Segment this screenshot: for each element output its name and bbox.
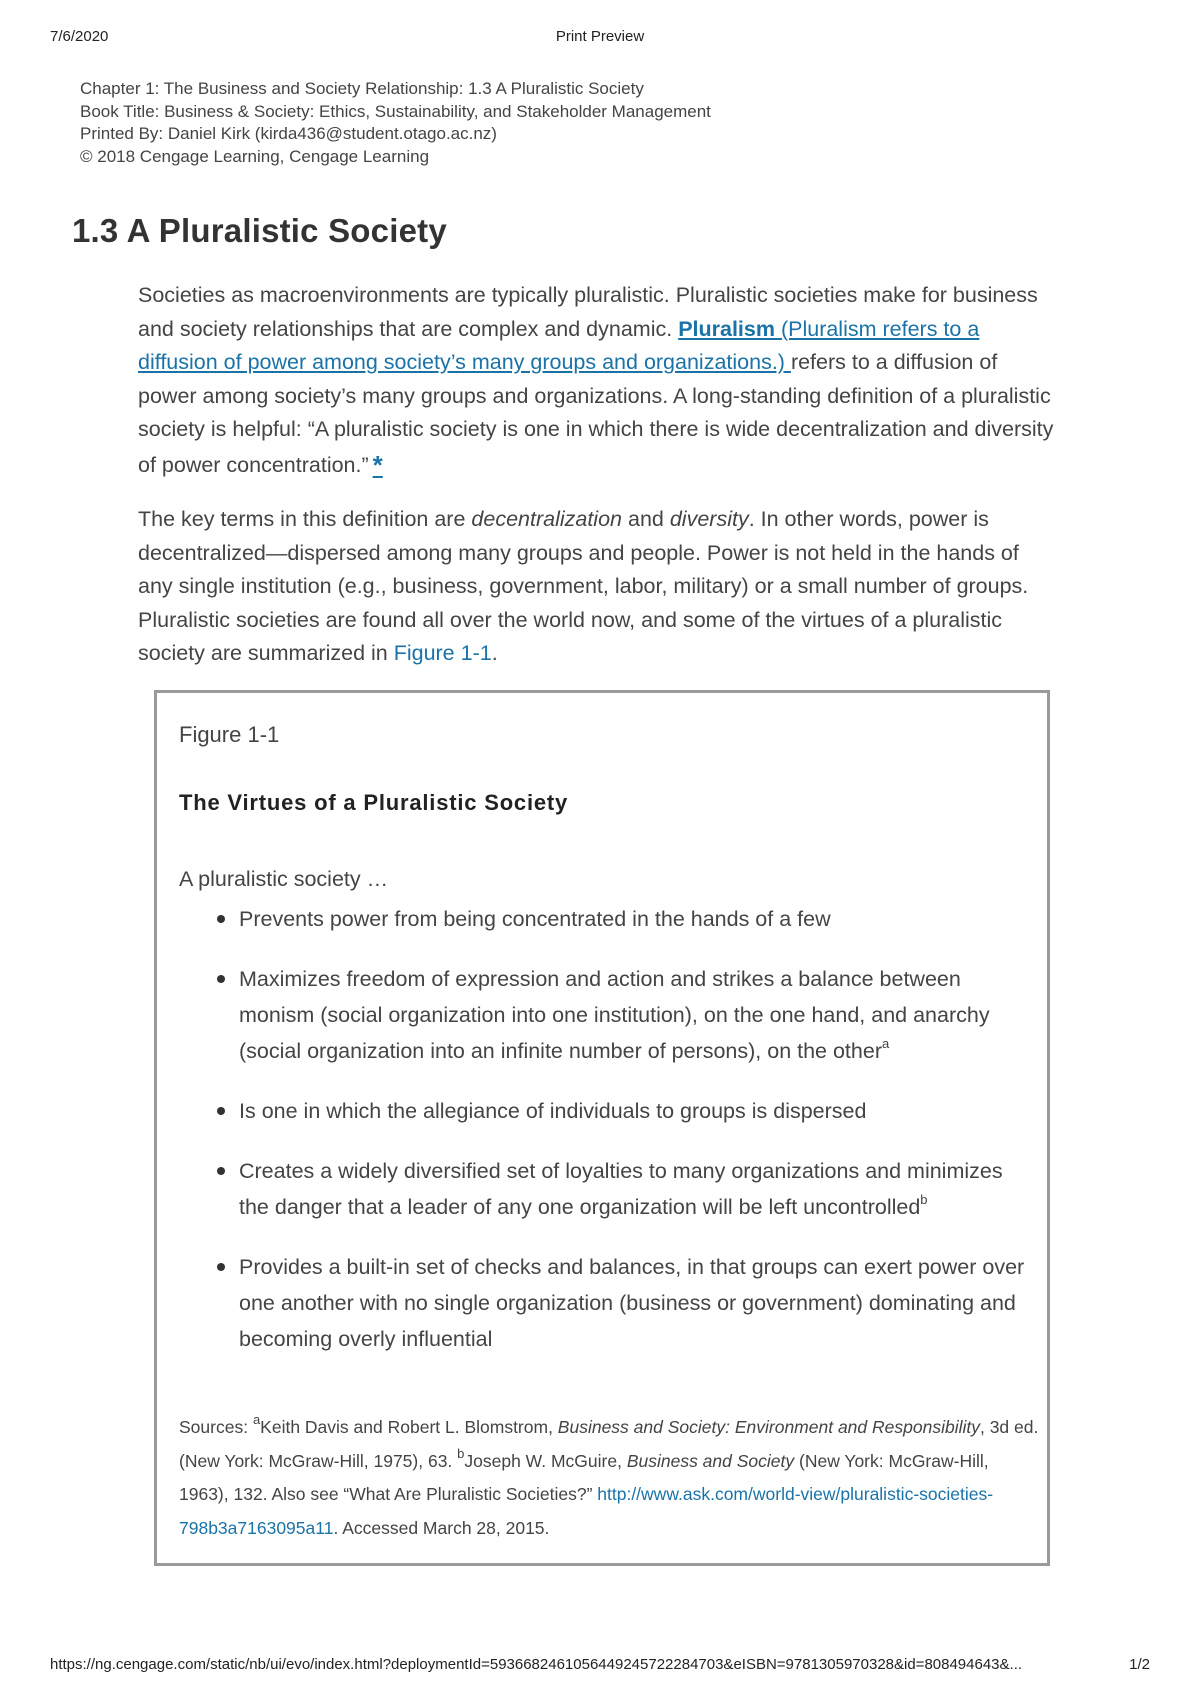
page-number: 1/2: [1129, 1656, 1150, 1673]
list-item-text: Is one in which the allegiance of individuals to groups is dispersed: [239, 1099, 867, 1123]
figure-box: [154, 690, 1050, 1566]
figure-label: Figure 1-1: [179, 722, 280, 747]
print-header: [50, 28, 1150, 50]
figure-intro: A pluralistic society …: [179, 867, 389, 891]
list-item: [217, 1093, 1027, 1129]
print-date: 7/6/2020: [50, 28, 109, 45]
paragraph2-text-d: .: [491, 641, 498, 665]
document-meta: [80, 78, 711, 168]
source-a-authors: Keith Davis and Robert L. Blomstrom,: [260, 1417, 558, 1437]
paragraph-key-terms: [138, 503, 1058, 671]
paragraph2-em-diversity: diversity: [669, 507, 749, 531]
list-item-text: Prevents power from being concentrated in the hands of a few: [239, 907, 831, 931]
paragraph1-text-a: Societies as macroenvironments are typically pluralistic. Pluralistic societies make for business and society relationships that are complex and dynamic.: [138, 283, 1038, 341]
bullet-icon: [217, 975, 225, 983]
bullet-icon: [217, 1107, 225, 1115]
list-item: [217, 961, 1027, 1069]
bullet-icon: [217, 1263, 225, 1271]
glossary-term-pluralism[interactable]: Pluralism: [678, 316, 775, 341]
figure-1-1-link[interactable]: Figure 1-1: [393, 641, 492, 665]
sources-prefix: Sources:: [179, 1417, 253, 1437]
source-b-title: Business and Society: [626, 1450, 795, 1471]
footnote-sup-a: a: [881, 1035, 890, 1051]
paragraph2-text-a: The key terms in this definition are: [138, 507, 472, 531]
paragraph2-text-b: and: [622, 507, 670, 531]
bullet-icon: [217, 1167, 225, 1175]
list-item: [217, 1153, 1027, 1225]
page-title: 1.3 A Pluralistic Society: [72, 212, 447, 249]
paragraph2-text-c: . In other words, power is decentralized—dispersed among many groups and people. Power is not held in the hands of any single institution (e.g., business, government, labor, military) or a small number of groups. Pluralistic societies are found all over the world now, and some of the virtues of a pluralistic society are summarized in: [138, 507, 1029, 665]
footnote-star-link[interactable]: *: [372, 449, 383, 480]
figure-title: The Virtues of a Pluralistic Society: [179, 790, 569, 815]
virtues-list: [217, 901, 1027, 1381]
paragraph-pluralism: [138, 279, 1058, 482]
source-b-authors: Joseph W. McGuire,: [464, 1450, 627, 1471]
meta-copyright: © 2018 Cengage Learning, Cengage Learning: [80, 146, 430, 166]
list-item-text: Creates a widely diversified set of loyalties to many organizations and minimizes the danger that a leader of any one organization will be left uncontrolled: [239, 1159, 1003, 1219]
sources-suffix: . Accessed March 28, 2015.: [333, 1517, 550, 1538]
source-a-title: Business and Society: Environment and Responsibility: [557, 1417, 980, 1437]
list-item-text: Provides a built-in set of checks and balances, in that groups can exert power over one another with no single organization (business or government) dominating and becoming overly influential: [239, 1255, 1025, 1351]
meta-book-title: Book Title: Business & Society: Ethics, Sustainability, and Stakeholder Management: [80, 101, 711, 121]
source-url-link[interactable]: http://www.ask.com/world-view/pluralistic-societies-798b3a7163095a11: [179, 1484, 994, 1538]
source-b-rest: (New York: McGraw-Hill, 1963), 132. Also see “What Are Pluralistic Societies?”: [179, 1450, 989, 1504]
list-item: [217, 901, 1027, 937]
bullet-icon: [217, 915, 225, 923]
meta-printed-by: Printed By: Daniel Kirk (kirda436@student.otago.ac.nz): [80, 124, 497, 143]
source-a-rest: , 3d ed. (New York: McGraw-Hill, 1975), 63.: [179, 1417, 1039, 1471]
figure-sources: [179, 1411, 1039, 1545]
paragraph1-text-b: refers to a diffusion of power among society’s many groups and organizations. A long-standing definition of a pluralistic society is helpful: “A pluralistic society is one in which there is wide decentralization and diversity of power concentration.”: [138, 350, 1054, 477]
glossary-definition-link[interactable]: (Pluralism refers to a diffusion of power among society’s many groups and organizations.): [138, 316, 980, 374]
sources-sup-a: a: [252, 1412, 261, 1428]
sources-sup-b: b: [457, 1445, 465, 1461]
list-item-text: Maximizes freedom of expression and action and strikes a balance between monism (social organization into one institution), on the one hand, and anarchy (social organization into an infinite number of persons), on the other: [239, 967, 990, 1063]
print-title: Print Preview: [555, 28, 645, 45]
footnote-sup-b: b: [920, 1191, 928, 1207]
paragraph2-em-decentralization: decentralization: [471, 507, 623, 531]
print-footer: [50, 1656, 1150, 1678]
meta-chapter: Chapter 1: The Business and Society Relationship: 1.3 A Pluralistic Society: [80, 79, 644, 98]
footer-url: https://ng.cengage.com/static/nb/ui/evo/index.html?deploymentId=5936682461056449245722284703&eISBN=9781305970328&id=808494643&...: [50, 1656, 1023, 1673]
list-item: [217, 1249, 1027, 1357]
